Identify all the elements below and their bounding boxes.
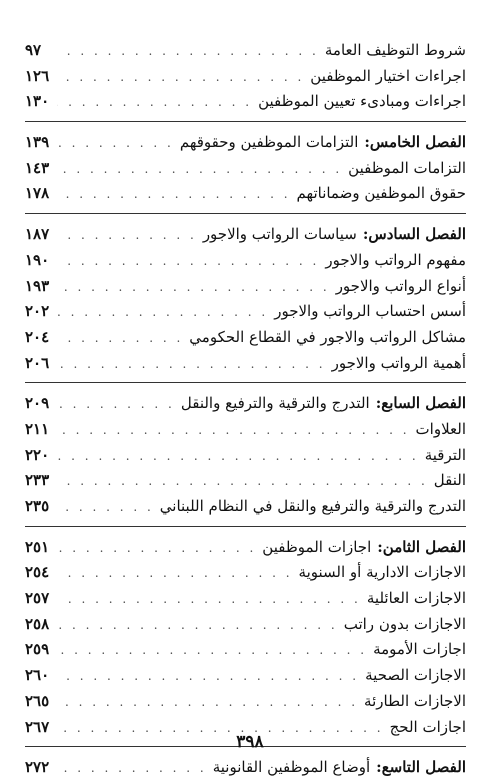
chapter-title: سياسات الرواتب والاجور (202, 225, 357, 244)
toc-entry (25, 248, 466, 274)
dot-leader (57, 536, 256, 562)
chapter-heading-row (25, 130, 466, 156)
toc-entry (25, 612, 466, 638)
chapter-heading-row (25, 222, 466, 248)
entry-page-number: ١٧٨ (25, 184, 50, 203)
entry-title: النقل (433, 471, 466, 490)
entry-page-number: ٩٧ (25, 41, 42, 59)
entry-page-number: ٢٥٤ (25, 563, 50, 582)
toc-entry (25, 494, 466, 520)
chapter-heading-row (25, 391, 466, 417)
dot-leader (57, 664, 359, 690)
dot-leader (57, 495, 154, 521)
entry-page-number: ٢٣٥ (25, 497, 50, 515)
dot-leader (57, 444, 419, 470)
entry-page-number: ٢٠٦ (25, 353, 50, 372)
chapter-colon: : (377, 537, 383, 556)
toc-entry (25, 689, 466, 715)
toc-entry (25, 89, 466, 115)
dot-leader (57, 756, 207, 782)
entry-title: أهمية الرواتب والاجور (331, 353, 466, 372)
dot-leader (57, 418, 410, 444)
entry-page-number: ٢٦٠ (25, 666, 50, 685)
dot-leader (57, 131, 174, 157)
entry-title: حقوق الموظفين وضماناتهم (296, 184, 466, 203)
section-divider (25, 526, 466, 527)
chapter-heading-row (25, 535, 466, 561)
entry-page-number: ٢٦٧ (25, 717, 50, 736)
section-divider (25, 213, 466, 214)
chapter-page-number: ٢٥١ (25, 537, 50, 556)
dot-leader (57, 90, 252, 116)
dot-leader (57, 352, 326, 378)
page-number: ٣٩٨ (236, 732, 264, 752)
entry-page-number: ١٩٣ (25, 276, 50, 295)
dot-leader (57, 690, 358, 716)
toc-entry (25, 560, 466, 586)
chapter-colon: : (375, 394, 382, 413)
entry-title: اجراءات اختيار الموظفين (310, 66, 466, 85)
dot-leader (57, 587, 361, 613)
entry-title: اجازات الحج (389, 717, 466, 736)
dot-leader (57, 223, 197, 249)
dot-leader (57, 182, 291, 208)
dot-leader (57, 561, 293, 587)
dot-leader (57, 249, 319, 275)
dot-leader (57, 392, 175, 418)
chapter-colon: : (376, 758, 382, 777)
toc-entry (25, 468, 466, 494)
entry-page-number: ٢٥٨ (25, 614, 50, 633)
dot-leader (57, 326, 183, 352)
entry-title: الترقية (424, 445, 466, 464)
toc-entry (25, 663, 466, 689)
dot-leader (57, 65, 304, 91)
chapter-colon: : (364, 133, 370, 152)
chapter-label: الفصل الخامس (369, 133, 466, 152)
chapter-label: الفصل السادس (368, 225, 466, 244)
dot-leader (57, 39, 319, 65)
toc-entry (25, 325, 466, 351)
chapter-title: أوضاع الموظفين القانونية (212, 758, 371, 777)
table-of-contents (25, 38, 466, 781)
entry-page-number: ٢٥٧ (25, 589, 50, 608)
toc-entry (25, 64, 466, 90)
chapter-title: التدرج والترقية والترفيع والنقل (180, 394, 370, 413)
entry-page-number: ١٩٠ (25, 250, 50, 269)
entry-title: العلاوات (415, 419, 466, 438)
entry-title: الاجازات بدون راتب (343, 614, 466, 633)
dot-leader (57, 638, 367, 664)
chapter-title: اجازات الموظفين (262, 537, 372, 556)
entry-title: الاجازات الادارية أو السنوية (298, 563, 466, 582)
toc-entry (25, 38, 466, 64)
toc-entry (25, 351, 466, 377)
entry-page-number: ١٤٣ (25, 158, 50, 177)
entry-title: مشاكل الرواتب والاجور في القطاع الحكومي (189, 327, 466, 346)
entry-title: التدرج والترقية والترفيع والنقل في النظام اللبناني (159, 497, 466, 515)
toc-entry (25, 637, 466, 663)
entry-page-number: ٢٠٤ (25, 327, 50, 346)
dot-leader (57, 275, 330, 301)
toc-entry (25, 586, 466, 612)
dot-leader (57, 300, 268, 326)
toc-entry (25, 417, 466, 443)
chapter-title: التزامات الموظفين وحقوقهم (179, 133, 359, 152)
entry-title: أنواع الرواتب والاجور (335, 276, 466, 295)
entry-page-number: ٢٦٥ (25, 691, 50, 710)
toc-entry (25, 181, 466, 207)
chapter-page-number: ١٨٧ (25, 225, 50, 244)
chapter-label: الفصل السابع (381, 394, 466, 413)
entry-page-number: ٢٠٢ (25, 302, 50, 321)
entry-title: أسس احتساب الرواتب والاجور (274, 302, 466, 321)
section-divider (25, 382, 466, 383)
section-divider (25, 121, 466, 122)
chapter-page-number: ٢٠٩ (25, 394, 50, 413)
entry-title: الاجازات الطارئة (364, 691, 466, 710)
toc-entry (25, 299, 466, 325)
toc-entry (25, 443, 466, 469)
chapter-page-number: ٢٧٢ (25, 758, 50, 777)
chapter-page-number: ١٣٩ (25, 133, 50, 152)
entry-page-number: ١٢٦ (25, 66, 50, 85)
chapter-heading-row (25, 755, 466, 781)
dot-leader (57, 469, 428, 495)
entry-title: اجراءات ومبادىء تعيين الموظفين (258, 92, 466, 111)
entry-page-number: ١٣٠ (25, 92, 50, 111)
entry-title: التزامات الموظفين (348, 158, 466, 177)
entry-page-number: ٢٢٠ (25, 445, 50, 464)
toc-entry (25, 274, 466, 300)
chapter-label: الفصل التاسع (381, 758, 466, 777)
dot-leader (57, 157, 342, 183)
entry-page-number: ٢٥٩ (25, 640, 50, 659)
entry-title: شروط التوظيف العامة (324, 41, 466, 59)
toc-entry (25, 156, 466, 182)
entry-page-number: ٢١١ (25, 419, 50, 438)
entry-title: اجازات الأمومة (373, 640, 466, 659)
entry-title: الاجازات الصحية (365, 666, 466, 685)
dot-leader (57, 613, 338, 639)
entry-title: مفهوم الرواتب والاجور (325, 250, 466, 269)
entry-title: الاجازات العائلية (366, 589, 466, 608)
chapter-colon: : (362, 225, 369, 244)
entry-page-number: ٢٣٣ (25, 471, 50, 490)
chapter-label: الفصل الثامن (382, 537, 466, 556)
